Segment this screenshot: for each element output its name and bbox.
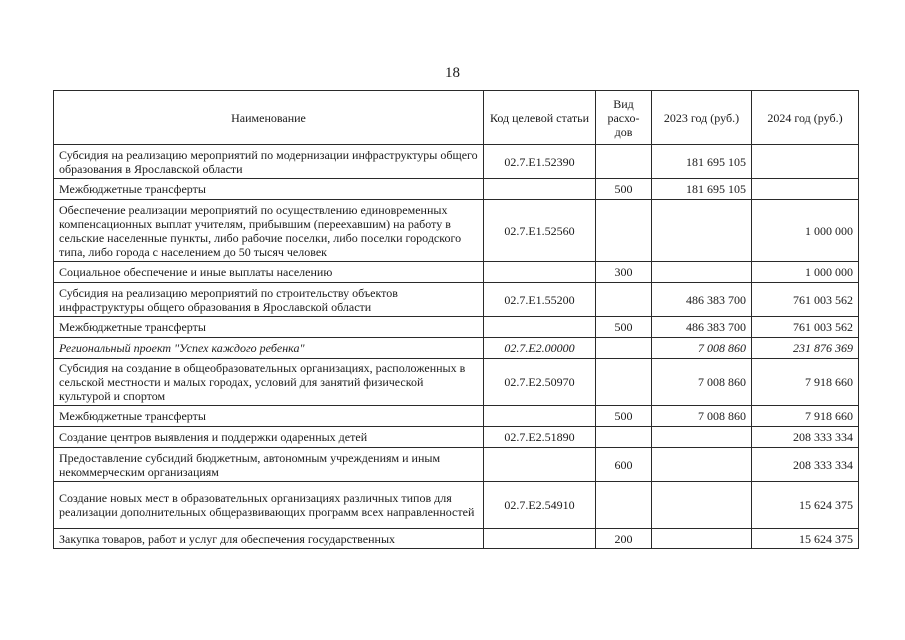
cell-amount-2023 xyxy=(652,200,752,262)
cell-amount-2023 xyxy=(652,427,752,448)
cell-name: Обеспечение реализации мероприятий по осуществлению единовременных компенсационных выплат учителям, прибывшим (переехавшим) на работу в сельские населенные пункты, либо рабочие поселки, либо поселки городского типа, либо города с населением до 50 тысяч человек xyxy=(54,200,484,262)
cell-name: Межбюджетные трансферты xyxy=(54,406,484,427)
cell-code: 02.7.E2.51890 xyxy=(484,427,596,448)
cell-amount-2023 xyxy=(652,262,752,283)
table-row xyxy=(54,145,859,179)
cell-name: Субсидия на реализацию мероприятий по модернизации инфраструктуры общего образования в Ярославской области xyxy=(54,145,484,179)
cell-amount-2023 xyxy=(652,482,752,529)
cell-amount-2023: 7 008 860 xyxy=(652,338,752,359)
cell-amount-2023: 181 695 105 xyxy=(652,179,752,200)
table-row xyxy=(54,317,859,338)
cell-amount-2024: 1 000 000 xyxy=(752,262,859,283)
cell-amount-2024: 208 333 334 xyxy=(752,448,859,482)
cell-expense-type xyxy=(596,145,652,179)
cell-code xyxy=(484,179,596,200)
table-row xyxy=(54,359,859,406)
table-row xyxy=(54,529,859,549)
cell-amount-2024: 15 624 375 xyxy=(752,482,859,529)
cell-amount-2024 xyxy=(752,179,859,200)
cell-name: Социальное обеспечение и иные выплаты населению xyxy=(54,262,484,283)
cell-code: 02.7.E1.52560 xyxy=(484,200,596,262)
cell-expense-type xyxy=(596,338,652,359)
table-header-row xyxy=(54,91,859,145)
cell-expense-type: 200 xyxy=(596,529,652,549)
cell-expense-type xyxy=(596,359,652,406)
cell-expense-type: 500 xyxy=(596,406,652,427)
header-2023: 2023 год (руб.) xyxy=(652,91,752,145)
cell-name: Межбюджетные трансферты xyxy=(54,317,484,338)
cell-name: Субсидия на реализацию мероприятий по строительству объектов инфраструктуры общего образования в Ярославской области xyxy=(54,283,484,317)
header-code: Код целевой статьи xyxy=(484,91,596,145)
cell-name: Создание центров выявления и поддержки одаренных детей xyxy=(54,427,484,448)
cell-code xyxy=(484,448,596,482)
cell-amount-2024: 1 000 000 xyxy=(752,200,859,262)
table-row xyxy=(54,338,859,359)
table-row xyxy=(54,482,859,529)
cell-code xyxy=(484,317,596,338)
table-row xyxy=(54,427,859,448)
cell-code xyxy=(484,529,596,549)
table-body xyxy=(54,145,859,549)
cell-code xyxy=(484,262,596,283)
cell-expense-type xyxy=(596,283,652,317)
cell-expense-type: 500 xyxy=(596,317,652,338)
cell-amount-2023 xyxy=(652,529,752,549)
cell-amount-2024: 7 918 660 xyxy=(752,359,859,406)
header-2024: 2024 год (руб.) xyxy=(752,91,859,145)
cell-amount-2024: 7 918 660 xyxy=(752,406,859,427)
cell-amount-2023 xyxy=(652,448,752,482)
cell-amount-2024: 15 624 375 xyxy=(752,529,859,549)
cell-amount-2023: 7 008 860 xyxy=(652,406,752,427)
table-row xyxy=(54,448,859,482)
cell-amount-2024: 231 876 369 xyxy=(752,338,859,359)
cell-name: Создание новых мест в образовательных организациях различных типов для реализации дополнительных общеразвивающих программ всех направленностей xyxy=(54,482,484,529)
page-number: 18 xyxy=(445,65,460,81)
cell-amount-2023: 7 008 860 xyxy=(652,359,752,406)
budget-table xyxy=(53,90,859,549)
cell-name: Региональный проект "Успех каждого ребенка" xyxy=(54,338,484,359)
header-type: Вид расхо-дов xyxy=(596,91,652,145)
cell-code: 02.7.E2.00000 xyxy=(484,338,596,359)
cell-name: Межбюджетные трансферты xyxy=(54,179,484,200)
cell-name: Субсидия на создание в общеобразовательных организациях, расположенных в сельской местности и малых городах, условий для занятий физической культурой и спортом xyxy=(54,359,484,406)
cell-expense-type: 600 xyxy=(596,448,652,482)
table-row xyxy=(54,262,859,283)
cell-code: 02.7.E2.54910 xyxy=(484,482,596,529)
cell-amount-2024: 761 003 562 xyxy=(752,317,859,338)
cell-expense-type xyxy=(596,482,652,529)
cell-name: Закупка товаров, работ и услуг для обеспечения государственных xyxy=(54,529,484,549)
cell-expense-type: 300 xyxy=(596,262,652,283)
cell-amount-2023: 181 695 105 xyxy=(652,145,752,179)
cell-code xyxy=(484,406,596,427)
cell-name: Предоставление субсидий бюджетным, автономным учреждениям и иным некоммерческим организациям xyxy=(54,448,484,482)
cell-amount-2024 xyxy=(752,145,859,179)
cell-expense-type: 500 xyxy=(596,179,652,200)
cell-code: 02.7.E1.55200 xyxy=(484,283,596,317)
cell-amount-2024: 208 333 334 xyxy=(752,427,859,448)
header-name: Наименование xyxy=(54,91,484,145)
cell-amount-2023: 486 383 700 xyxy=(652,317,752,338)
table-row xyxy=(54,283,859,317)
table-row xyxy=(54,406,859,427)
cell-code: 02.7.E1.52390 xyxy=(484,145,596,179)
table-row xyxy=(54,179,859,200)
cell-amount-2024: 761 003 562 xyxy=(752,283,859,317)
table-row xyxy=(54,200,859,262)
cell-amount-2023: 486 383 700 xyxy=(652,283,752,317)
cell-expense-type xyxy=(596,200,652,262)
cell-expense-type xyxy=(596,427,652,448)
cell-code: 02.7.E2.50970 xyxy=(484,359,596,406)
